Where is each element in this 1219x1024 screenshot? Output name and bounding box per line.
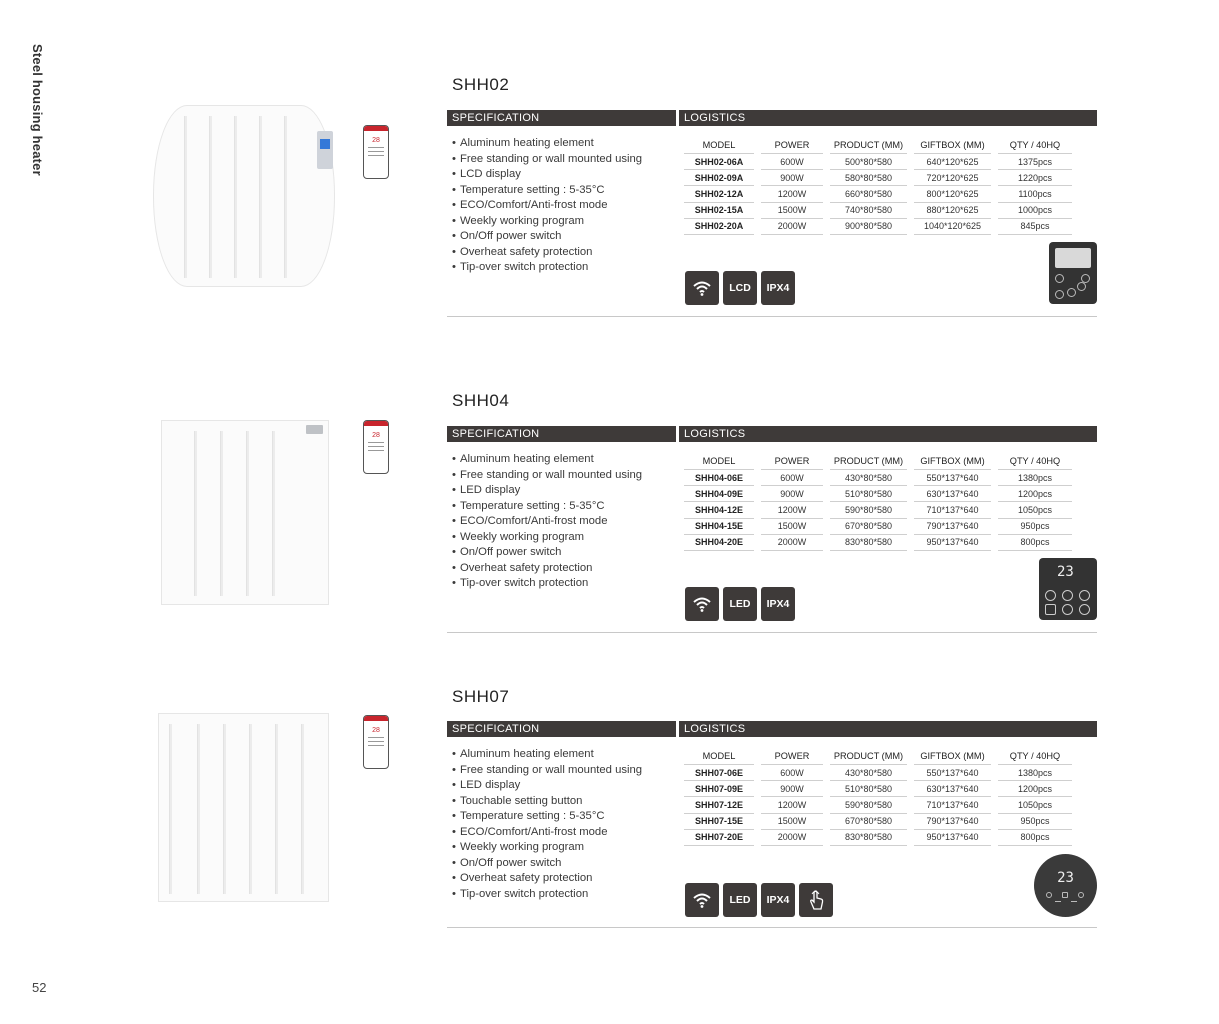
cell-power: 600W	[761, 154, 823, 170]
table-row	[684, 797, 1072, 813]
feature-badges	[685, 271, 795, 305]
wifi-icon	[685, 271, 719, 305]
table-row	[684, 170, 1072, 186]
touch-hand-icon	[799, 883, 833, 917]
cell-giftbox: 950*137*640	[914, 535, 991, 551]
logistics-table	[677, 748, 1079, 846]
specification-header: SPECIFICATION	[447, 426, 676, 442]
feature-item: • Weekly working program	[452, 840, 642, 856]
page-number: 52	[32, 980, 47, 995]
cell-power: 1500W	[761, 519, 823, 535]
cell-product: 590*80*580	[830, 502, 907, 518]
cell-product: 670*80*580	[830, 814, 907, 830]
heater-image	[158, 713, 329, 902]
cell-model: SHH07-20E	[684, 830, 754, 846]
table-row	[684, 519, 1072, 535]
logistics-table	[677, 137, 1079, 235]
feature-item: • On/Off power switch	[452, 856, 642, 872]
logistics-header: LOGISTICS	[679, 110, 1097, 126]
cell-power: 1200W	[761, 502, 823, 518]
ipx4-badge: IPX4	[761, 271, 795, 305]
cell-qty: 950pcs	[998, 519, 1072, 535]
cell-model: SHH04-20E	[684, 535, 754, 551]
feature-item: • Temperature setting : 5-35°C	[452, 183, 642, 199]
col-header: PRODUCT (MM)	[830, 137, 907, 154]
cell-qty: 800pcs	[998, 535, 1072, 551]
cell-qty: 1000pcs	[998, 203, 1072, 219]
cell-product: 430*80*580	[830, 765, 907, 781]
cell-product: 740*80*580	[830, 203, 907, 219]
led-control-panel	[306, 425, 323, 434]
cell-power: 600W	[761, 470, 823, 486]
cell-giftbox: 630*137*640	[914, 486, 991, 502]
feature-item: • ECO/Comfort/Anti-frost mode	[452, 514, 642, 530]
col-header: MODEL	[684, 453, 754, 470]
cell-giftbox: 640*120*625	[914, 154, 991, 170]
col-header: QTY / 40HQ	[998, 453, 1072, 470]
cell-giftbox: 710*137*640	[914, 502, 991, 518]
feature-item: • Free standing or wall mounted using	[452, 152, 642, 168]
cell-qty: 1050pcs	[998, 502, 1072, 518]
cell-product: 590*80*580	[830, 797, 907, 813]
logistics-header: LOGISTICS	[679, 721, 1097, 737]
cell-power: 2000W	[761, 219, 823, 235]
cell-model: SHH07-09E	[684, 781, 754, 797]
cell-model: SHH02-06A	[684, 154, 754, 170]
table-row	[684, 765, 1072, 781]
col-header: MODEL	[684, 137, 754, 154]
cell-power: 600W	[761, 765, 823, 781]
cell-giftbox: 790*137*640	[914, 519, 991, 535]
table-row	[684, 154, 1072, 170]
cell-power: 900W	[761, 781, 823, 797]
cell-giftbox: 880*120*625	[914, 203, 991, 219]
led-badge: LED	[723, 587, 757, 621]
cell-power: 900W	[761, 486, 823, 502]
cell-model: SHH04-06E	[684, 470, 754, 486]
feature-item: • Temperature setting : 5-35°C	[452, 499, 642, 515]
col-header: QTY / 40HQ	[998, 137, 1072, 154]
col-header: GIFTBOX (MM)	[914, 748, 991, 765]
cell-giftbox: 720*120*625	[914, 170, 991, 186]
table-row	[684, 219, 1072, 235]
feature-item: • Tip-over switch protection	[452, 887, 642, 903]
cell-qty: 1050pcs	[998, 797, 1072, 813]
cell-qty: 1100pcs	[998, 186, 1072, 202]
touch-control-panel-image: 23	[1034, 854, 1097, 917]
feature-item: • Tip-over switch protection	[452, 576, 642, 592]
cell-model: SHH07-12E	[684, 797, 754, 813]
cell-power: 1200W	[761, 797, 823, 813]
table-header-row	[684, 453, 1072, 470]
cell-product: 830*80*580	[830, 830, 907, 846]
cell-qty: 1375pcs	[998, 154, 1072, 170]
col-header: MODEL	[684, 748, 754, 765]
cell-product: 830*80*580	[830, 535, 907, 551]
table-header-row	[684, 137, 1072, 154]
cell-giftbox: 630*137*640	[914, 781, 991, 797]
cell-giftbox: 1040*120*625	[914, 219, 991, 235]
side-title: Steel housing heater	[30, 44, 45, 176]
feature-item: • Weekly working program	[452, 530, 642, 546]
cell-model: SHH04-12E	[684, 502, 754, 518]
cell-model: SHH04-15E	[684, 519, 754, 535]
cell-qty: 1200pcs	[998, 486, 1072, 502]
cell-giftbox: 710*137*640	[914, 797, 991, 813]
table-row	[684, 186, 1072, 202]
table-row	[684, 535, 1072, 551]
col-header: POWER	[761, 748, 823, 765]
cell-qty: 800pcs	[998, 830, 1072, 846]
heater-image	[153, 105, 335, 287]
table-row	[684, 814, 1072, 830]
specification-header: SPECIFICATION	[447, 721, 676, 737]
cell-giftbox: 950*137*640	[914, 830, 991, 846]
col-header: GIFTBOX (MM)	[914, 453, 991, 470]
feature-item: • LED display	[452, 778, 642, 794]
feature-item: • Temperature setting : 5-35°C	[452, 809, 642, 825]
feature-badges	[685, 883, 833, 917]
cell-product: 500*80*580	[830, 154, 907, 170]
table-row	[684, 830, 1072, 846]
lcd-badge: LCD	[723, 271, 757, 305]
lcd-control-panel	[317, 131, 333, 169]
table-row	[684, 502, 1072, 518]
feature-item: • Overheat safety protection	[452, 561, 642, 577]
feature-item: • LCD display	[452, 167, 642, 183]
product-title: SHH07	[452, 687, 510, 706]
cell-power: 1200W	[761, 186, 823, 202]
cell-giftbox: 550*137*640	[914, 470, 991, 486]
feature-item: • Touchable setting button	[452, 794, 642, 810]
cell-model: SHH04-09E	[684, 486, 754, 502]
cell-power: 1500W	[761, 203, 823, 219]
ipx4-badge: IPX4	[761, 883, 795, 917]
table-row	[684, 203, 1072, 219]
feature-item: • Aluminum heating element	[452, 452, 642, 468]
cell-qty: 845pcs	[998, 219, 1072, 235]
table-header-row	[684, 748, 1072, 765]
led-badge: LED	[723, 883, 757, 917]
section-divider	[447, 632, 1097, 633]
logistics-table	[677, 453, 1079, 551]
wifi-icon	[685, 883, 719, 917]
cell-model: SHH02-15A	[684, 203, 754, 219]
col-header: PRODUCT (MM)	[830, 453, 907, 470]
cell-power: 1500W	[761, 814, 823, 830]
feature-list	[452, 747, 642, 902]
feature-item: • LED display	[452, 483, 642, 499]
feature-item: • ECO/Comfort/Anti-frost mode	[452, 825, 642, 841]
feature-item: • Overheat safety protection	[452, 245, 642, 261]
cell-model: SHH07-06E	[684, 765, 754, 781]
lcd-control-panel-image	[1049, 242, 1097, 304]
table-row	[684, 470, 1072, 486]
cell-product: 430*80*580	[830, 470, 907, 486]
col-header: POWER	[761, 453, 823, 470]
feature-item: • Weekly working program	[452, 214, 642, 230]
specification-header: SPECIFICATION	[447, 110, 676, 126]
product-title: SHH04	[452, 391, 510, 410]
feature-item: • Overheat safety protection	[452, 871, 642, 887]
heater-image	[161, 420, 329, 605]
feature-item: • On/Off power switch	[452, 545, 642, 561]
col-header: GIFTBOX (MM)	[914, 137, 991, 154]
feature-item: • Aluminum heating element	[452, 136, 642, 152]
col-header: PRODUCT (MM)	[830, 748, 907, 765]
cell-product: 510*80*580	[830, 781, 907, 797]
cell-product: 670*80*580	[830, 519, 907, 535]
col-header: POWER	[761, 137, 823, 154]
table-row	[684, 781, 1072, 797]
phone-app-image: 28	[363, 420, 389, 474]
product-title: SHH02	[452, 75, 510, 94]
feature-list	[452, 136, 642, 276]
section-divider	[447, 927, 1097, 928]
cell-power: 2000W	[761, 535, 823, 551]
feature-item: • Free standing or wall mounted using	[452, 468, 642, 484]
cell-giftbox: 790*137*640	[914, 814, 991, 830]
cell-product: 900*80*580	[830, 219, 907, 235]
led-control-panel-image: 23	[1039, 558, 1097, 620]
phone-app-image: 28	[363, 715, 389, 769]
table-row	[684, 486, 1072, 502]
feature-badges	[685, 587, 795, 621]
feature-item: • ECO/Comfort/Anti-frost mode	[452, 198, 642, 214]
cell-product: 510*80*580	[830, 486, 907, 502]
cell-qty: 950pcs	[998, 814, 1072, 830]
logistics-header: LOGISTICS	[679, 426, 1097, 442]
phone-app-image: 28	[363, 125, 389, 179]
wifi-icon	[685, 587, 719, 621]
section-divider	[447, 316, 1097, 317]
cell-product: 580*80*580	[830, 170, 907, 186]
cell-giftbox: 800*120*625	[914, 186, 991, 202]
cell-giftbox: 550*137*640	[914, 765, 991, 781]
feature-item: • Free standing or wall mounted using	[452, 763, 642, 779]
cell-qty: 1220pcs	[998, 170, 1072, 186]
cell-qty: 1380pcs	[998, 470, 1072, 486]
cell-model: SHH02-20A	[684, 219, 754, 235]
cell-power: 2000W	[761, 830, 823, 846]
cell-model: SHH02-09A	[684, 170, 754, 186]
cell-power: 900W	[761, 170, 823, 186]
feature-list	[452, 452, 642, 592]
feature-item: • Tip-over switch protection	[452, 260, 642, 276]
cell-model: SHH07-15E	[684, 814, 754, 830]
feature-item: • On/Off power switch	[452, 229, 642, 245]
cell-product: 660*80*580	[830, 186, 907, 202]
cell-model: SHH02-12A	[684, 186, 754, 202]
col-header: QTY / 40HQ	[998, 748, 1072, 765]
feature-item: • Aluminum heating element	[452, 747, 642, 763]
ipx4-badge: IPX4	[761, 587, 795, 621]
cell-qty: 1200pcs	[998, 781, 1072, 797]
cell-qty: 1380pcs	[998, 765, 1072, 781]
